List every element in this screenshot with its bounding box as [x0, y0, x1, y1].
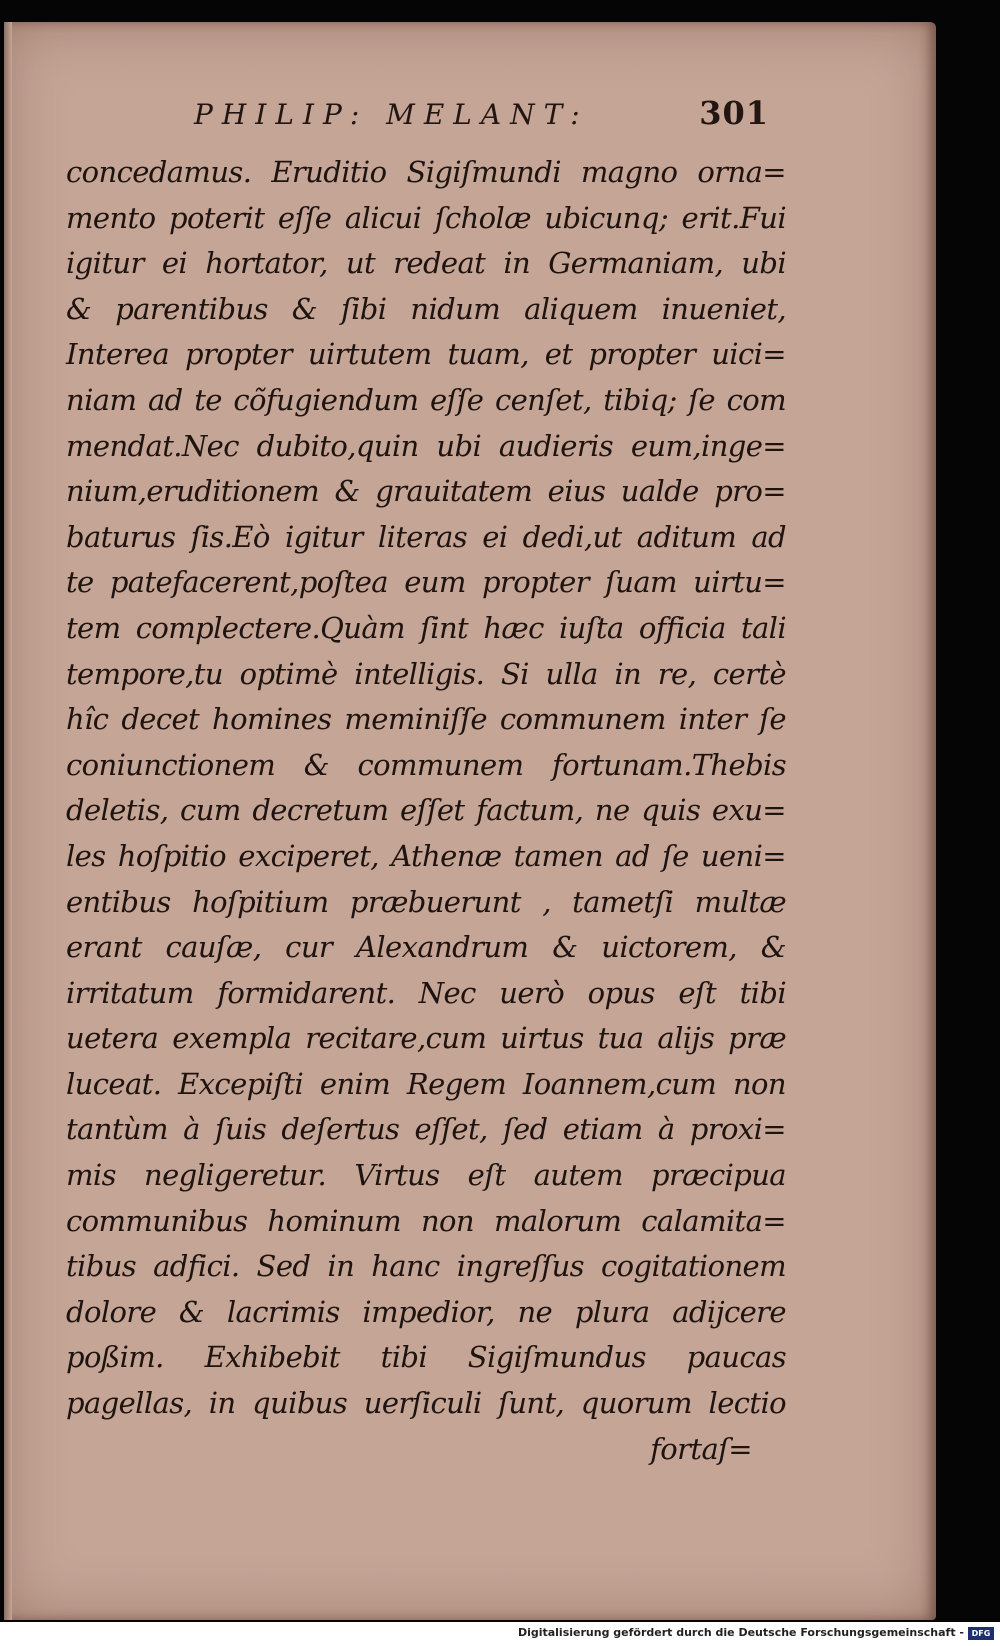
text-line: igitur ei hortator, ut redeat in Germaniam, ubi — [66, 246, 786, 281]
funding-credit: Digitalisierung gefördert durch die Deutsche Forschungsgemeinschaft - — [517, 1626, 964, 1639]
text-line: tem complectere.Quàm ſint hæc iuſta officia tali — [66, 610, 786, 645]
text-line: te patefacerent,poſtea eum propter ſuam uirtu= — [66, 565, 786, 600]
text-line: entibus hoſpitium præbuerunt , tametſi multæ — [66, 884, 786, 919]
book-page — [4, 22, 936, 1620]
text-line: dolore & lacrimis impedior, ne plura adijcere — [66, 1294, 786, 1329]
dfg-logo-icon: DFG — [968, 1627, 994, 1640]
text-line: erant cauſæ, cur Alexandrum & uictorem, & — [66, 930, 786, 965]
text-line: niam ad te cõfugiendum eſſe cenſet, tibiq; ſe com — [66, 382, 786, 417]
text-line: Interea propter uirtutem tuam, et propter uici= — [66, 337, 786, 372]
text-line: les hoſpitio exciperet, Athenæ tamen ad ſe ueni= — [66, 838, 786, 873]
digitization-footer — [0, 1622, 1000, 1646]
text-line: mis negligeretur. Virtus eſt autem præcipua — [66, 1158, 786, 1193]
text-line: concedamus. Eruditio Sigiſmundi magno orna= — [66, 155, 786, 189]
text-line: poßim. Exhibebit tibi Sigiſmundus paucas — [66, 1340, 786, 1375]
page-edge-shadow — [4, 22, 12, 1620]
text-line: tantùm à ſuis deſertus eſſet, ſed etiam à proxi= — [66, 1112, 786, 1147]
text-line: uetera exempla recitare,cum uirtus tua alijs præ — [66, 1021, 786, 1056]
page-number: 301 — [699, 94, 769, 132]
text-line: tempore,tu optimè intelligis. Si ulla in re, certè — [66, 656, 786, 691]
text-line: coniunctionem & communem fortunam.Thebis — [66, 747, 786, 782]
text-line: mento poterit eſſe alicui ſcholæ ubicunq; erit.Fui — [66, 200, 786, 235]
text-line: mendat.Nec dubito,quin ubi audieris eum,inge= — [66, 428, 786, 463]
text-line: irritatum formidarent. Nec uerò opus eſt tibi — [66, 975, 786, 1010]
text-line: communibus hominum non malorum calamita= — [66, 1203, 786, 1238]
text-line: tibus adfici. Sed in hanc ingreſſus cogitationem — [66, 1249, 786, 1284]
text-line: deletis, cum decretum eſſet factum, ne quis exu= — [66, 793, 786, 828]
running-head: PHILIP: MELANT: — [194, 98, 589, 131]
text-line: hîc decet homines meminiſſe communem inter ſe — [66, 702, 786, 737]
text-line: nium,eruditionem & grauitatem eius ualde pro= — [66, 474, 786, 509]
catchword: fortaſ= — [650, 1431, 752, 1466]
text-line: pagellas, in quibus uerſiculi ſunt, quorum lectio — [66, 1386, 786, 1421]
text-line: luceat. Excepiſti enim Regem Ioannem,cum non — [66, 1066, 786, 1101]
text-line: baturus ſis.Eò igitur literas ei dedi,ut aditum ad — [66, 519, 786, 554]
text-line: & parentibus & ſibi nidum aliquem inueniet, — [66, 291, 786, 326]
letter-body-text — [66, 150, 786, 1472]
page-header — [194, 92, 769, 140]
